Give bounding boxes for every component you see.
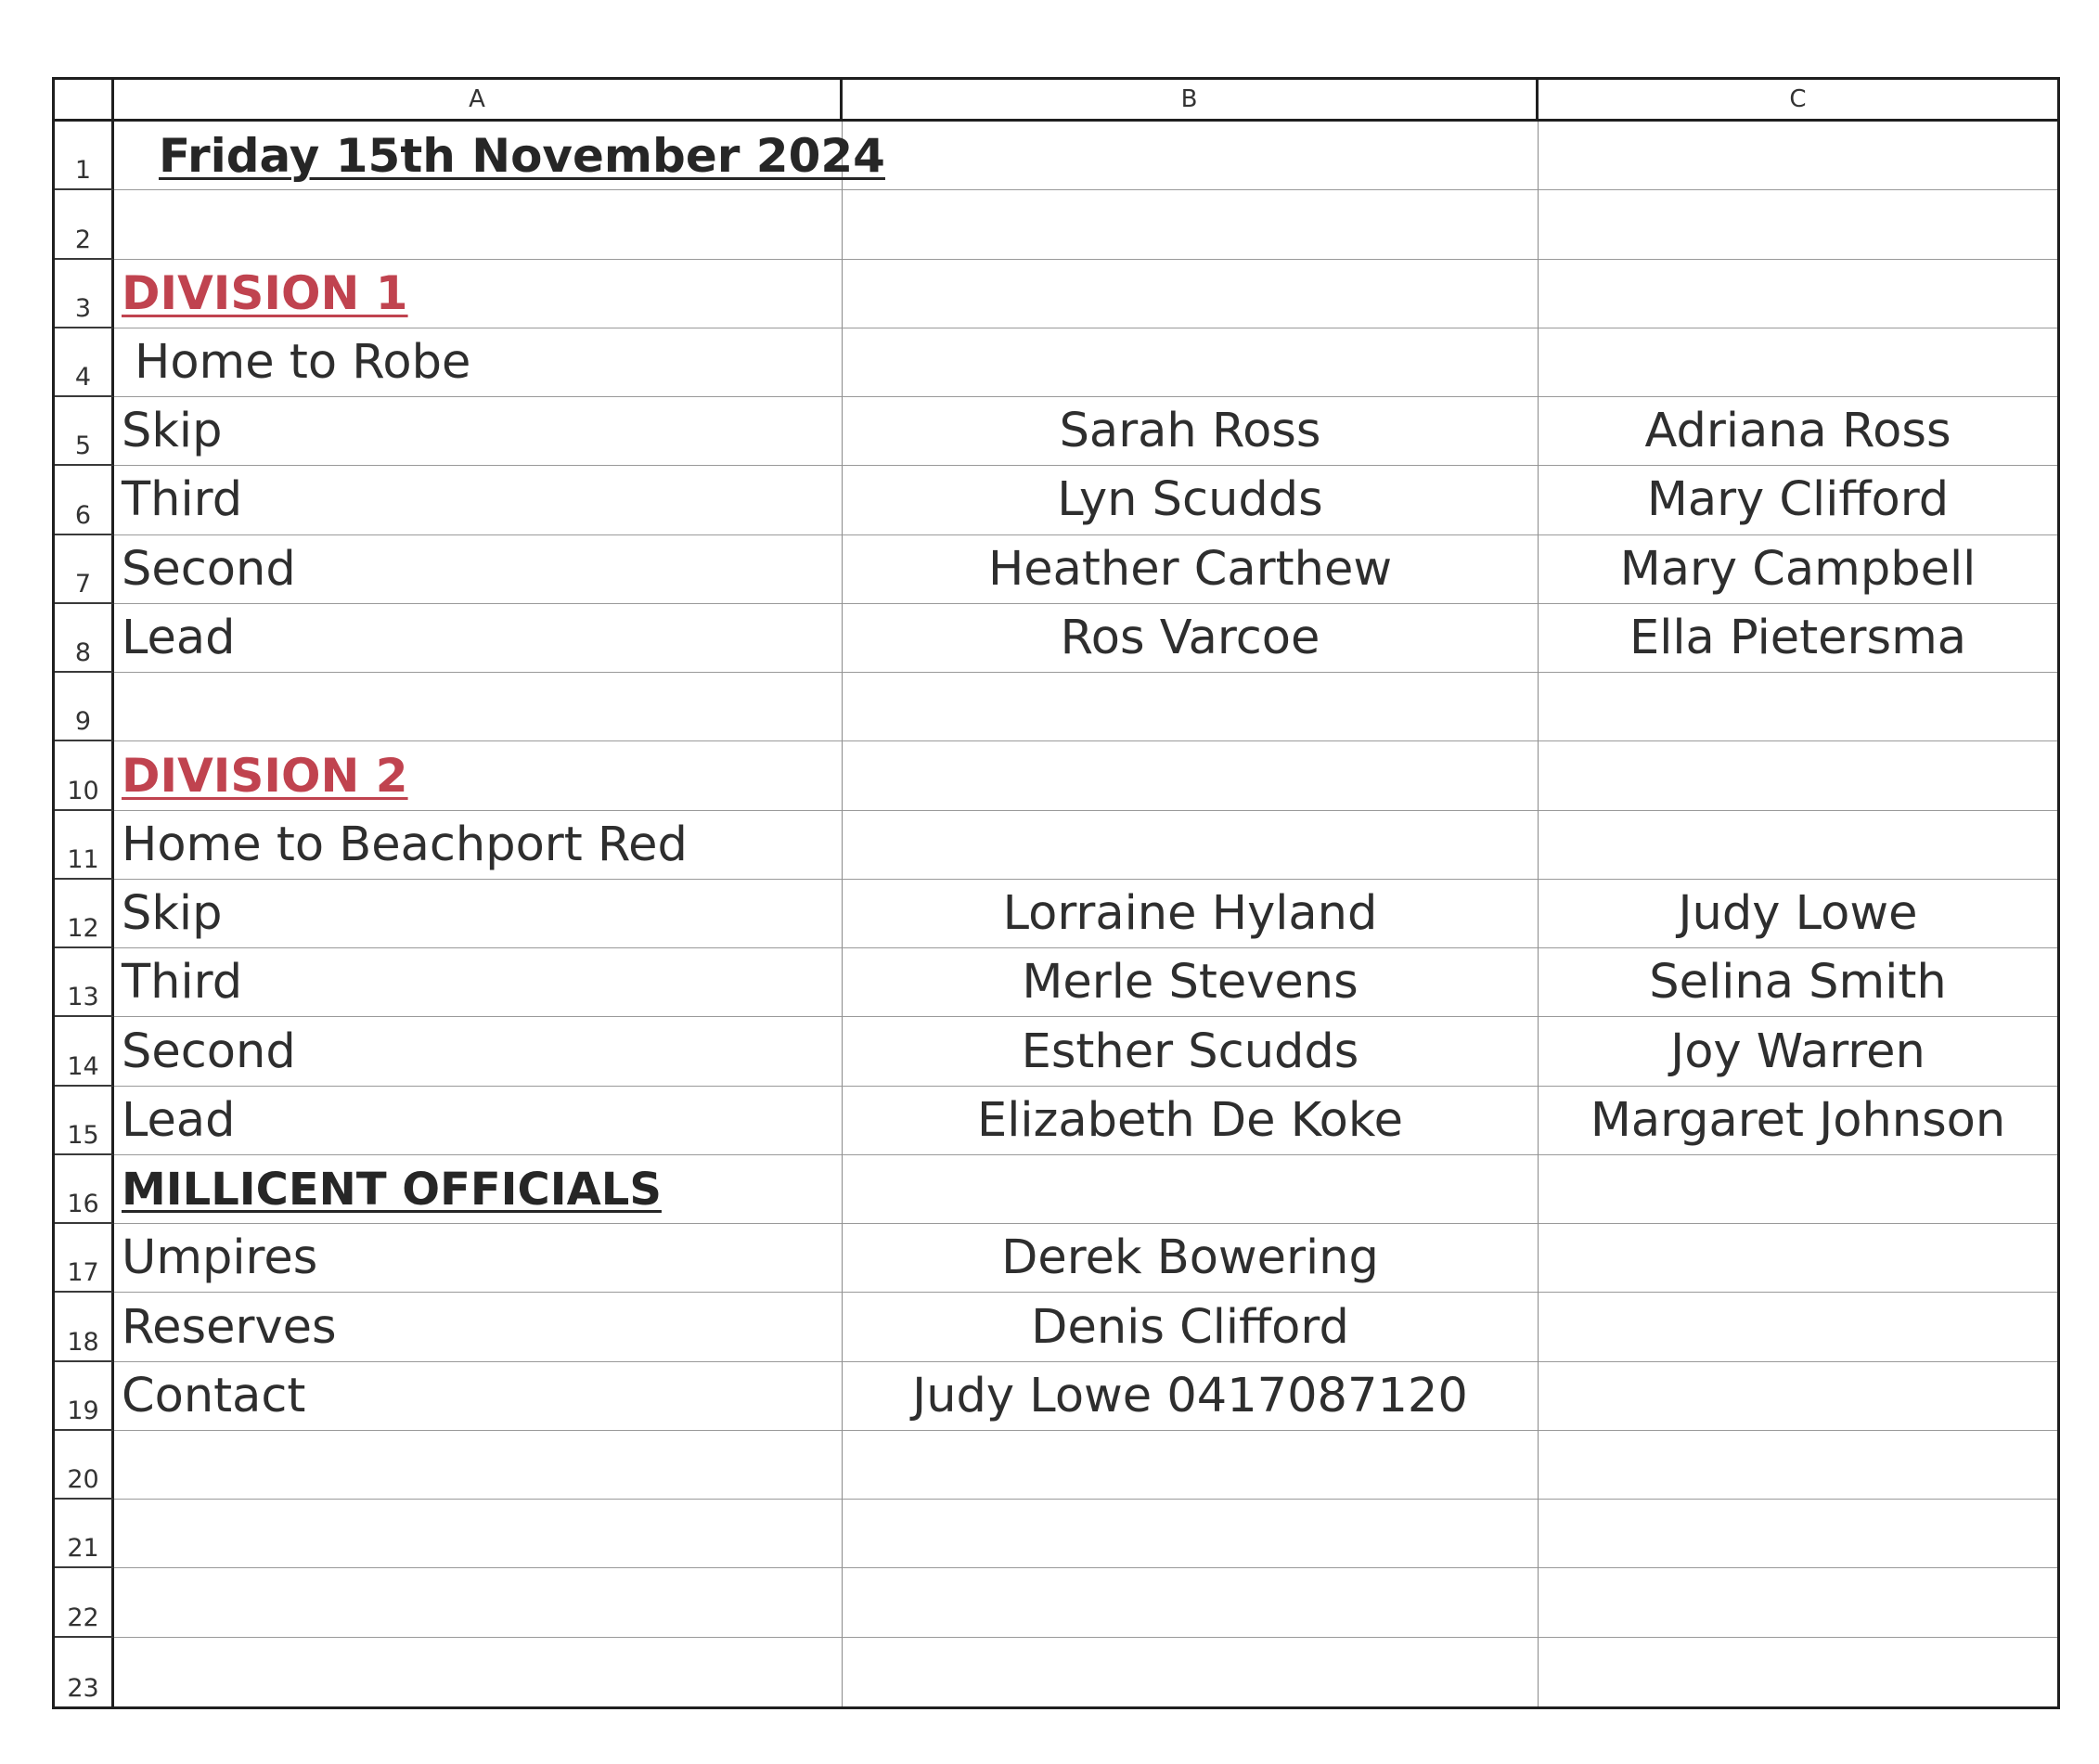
cell-a15[interactable]: Lead: [114, 1087, 843, 1155]
cell-b22[interactable]: [843, 1568, 1539, 1637]
cell-a8[interactable]: Lead: [114, 604, 843, 673]
officials-heading: MILLICENT OFFICIALS: [122, 1163, 662, 1216]
sheet-title: Friday 15th November 2024: [159, 128, 885, 183]
cell-a18[interactable]: Reserves: [114, 1293, 843, 1361]
row-header[interactable]: 21: [55, 1500, 114, 1568]
cell-c12[interactable]: Judy Lowe: [1539, 880, 2057, 948]
row-header[interactable]: 23: [55, 1638, 114, 1706]
row-header[interactable]: 5: [55, 397, 114, 466]
cell-a5[interactable]: Skip: [114, 397, 843, 466]
column-header-a[interactable]: A: [114, 80, 843, 122]
division-2-heading: DIVISION 2: [122, 748, 408, 803]
cell-c17[interactable]: [1539, 1224, 2057, 1293]
cell-c15[interactable]: Margaret Johnson: [1539, 1087, 2057, 1155]
cell-b18[interactable]: Denis Clifford: [843, 1293, 1539, 1361]
row-header[interactable]: 14: [55, 1017, 114, 1086]
row-header[interactable]: 22: [55, 1568, 114, 1637]
cell-c18[interactable]: [1539, 1293, 2057, 1361]
cell-c23[interactable]: [1539, 1638, 2057, 1706]
cell-a22[interactable]: [114, 1568, 843, 1637]
cell-a14[interactable]: Second: [114, 1017, 843, 1086]
cell-c3[interactable]: [1539, 260, 2057, 328]
cell-c8[interactable]: Ella Pietersma: [1539, 604, 2057, 673]
cell-a7[interactable]: Second: [114, 535, 843, 604]
cell-b4[interactable]: [843, 328, 1539, 397]
cell-a16[interactable]: [114, 1155, 843, 1224]
row-header[interactable]: 17: [55, 1224, 114, 1293]
cell-c13[interactable]: Selina Smith: [1539, 948, 2057, 1017]
cell-c16[interactable]: [1539, 1155, 2057, 1224]
cell-c19[interactable]: [1539, 1362, 2057, 1431]
row-header[interactable]: 3: [55, 260, 114, 328]
cell-b14[interactable]: Esther Scudds: [843, 1017, 1539, 1086]
cell-b15[interactable]: Elizabeth De Koke: [843, 1087, 1539, 1155]
cell-a4[interactable]: [114, 328, 843, 397]
cell-c2[interactable]: [1539, 190, 2057, 259]
cell-b17[interactable]: Derek Bowering: [843, 1224, 1539, 1293]
cell-b2[interactable]: [843, 190, 1539, 259]
row-header[interactable]: 1: [55, 122, 114, 190]
cell-b3[interactable]: [843, 260, 1539, 328]
cell-a12[interactable]: Skip: [114, 880, 843, 948]
cell-c9[interactable]: [1539, 673, 2057, 741]
cell-c11[interactable]: [1539, 811, 2057, 880]
row-header[interactable]: 11: [55, 811, 114, 880]
cell-a10[interactable]: [114, 741, 843, 810]
cell-a13[interactable]: Third: [114, 948, 843, 1017]
row-header[interactable]: 9: [55, 673, 114, 741]
cell-c4[interactable]: [1539, 328, 2057, 397]
cell-c1[interactable]: [1539, 122, 2057, 190]
cell-b7[interactable]: Heather Carthew: [843, 535, 1539, 604]
cell-c5[interactable]: Adriana Ross: [1539, 397, 2057, 466]
cell-b19[interactable]: Judy Lowe 0417087120: [843, 1362, 1539, 1431]
row-header[interactable]: 2: [55, 190, 114, 259]
row-header[interactable]: 13: [55, 948, 114, 1017]
row-header[interactable]: 4: [55, 328, 114, 397]
row-header[interactable]: 12: [55, 880, 114, 948]
cell-a1[interactable]: [114, 122, 885, 190]
cell-a21[interactable]: [114, 1500, 843, 1568]
division-1-match: Home to Robe: [135, 334, 471, 390]
select-all-corner[interactable]: [55, 80, 114, 122]
row-header[interactable]: 6: [55, 466, 114, 534]
row-header[interactable]: 20: [55, 1431, 114, 1500]
cell-b12[interactable]: Lorraine Hyland: [843, 880, 1539, 948]
cell-b21[interactable]: [843, 1500, 1539, 1568]
row-header[interactable]: 10: [55, 741, 114, 810]
cell-a6[interactable]: Third: [114, 466, 843, 534]
column-header-c[interactable]: C: [1539, 80, 2057, 122]
cell-b5[interactable]: Sarah Ross: [843, 397, 1539, 466]
column-header-b[interactable]: B: [843, 80, 1539, 122]
division-1-heading: DIVISION 1: [122, 266, 408, 321]
cell-c7[interactable]: Mary Campbell: [1539, 535, 2057, 604]
cell-c21[interactable]: [1539, 1500, 2057, 1568]
cell-a23[interactable]: [114, 1638, 843, 1706]
cell-b8[interactable]: Ros Varcoe: [843, 604, 1539, 673]
cell-a20[interactable]: [114, 1431, 843, 1500]
cell-b20[interactable]: [843, 1431, 1539, 1500]
row-header[interactable]: 7: [55, 535, 114, 604]
cell-c6[interactable]: Mary Clifford: [1539, 466, 2057, 534]
cell-b11[interactable]: [843, 811, 1539, 880]
cell-b1[interactable]: [843, 122, 1539, 190]
cell-a3[interactable]: [114, 260, 843, 328]
cell-a19[interactable]: Contact: [114, 1362, 843, 1431]
cell-c10[interactable]: [1539, 741, 2057, 810]
cell-b13[interactable]: Merle Stevens: [843, 948, 1539, 1017]
spreadsheet-grid: [52, 77, 2060, 1709]
cell-c20[interactable]: [1539, 1431, 2057, 1500]
row-header[interactable]: 19: [55, 1362, 114, 1431]
cell-b9[interactable]: [843, 673, 1539, 741]
cell-c22[interactable]: [1539, 1568, 2057, 1637]
cell-b23[interactable]: [843, 1638, 1539, 1706]
row-header[interactable]: 16: [55, 1155, 114, 1224]
cell-b6[interactable]: Lyn Scudds: [843, 466, 1539, 534]
row-header[interactable]: 15: [55, 1087, 114, 1155]
cell-b16[interactable]: [843, 1155, 1539, 1224]
row-header[interactable]: 18: [55, 1293, 114, 1361]
cell-a2[interactable]: [114, 190, 843, 259]
cell-a9[interactable]: [114, 673, 843, 741]
cell-a11[interactable]: Home to Beachport Red: [114, 811, 843, 880]
row-header[interactable]: 8: [55, 604, 114, 673]
cell-b10[interactable]: [843, 741, 1539, 810]
cell-c14[interactable]: Joy Warren: [1539, 1017, 2057, 1086]
cell-a17[interactable]: Umpires: [114, 1224, 843, 1293]
